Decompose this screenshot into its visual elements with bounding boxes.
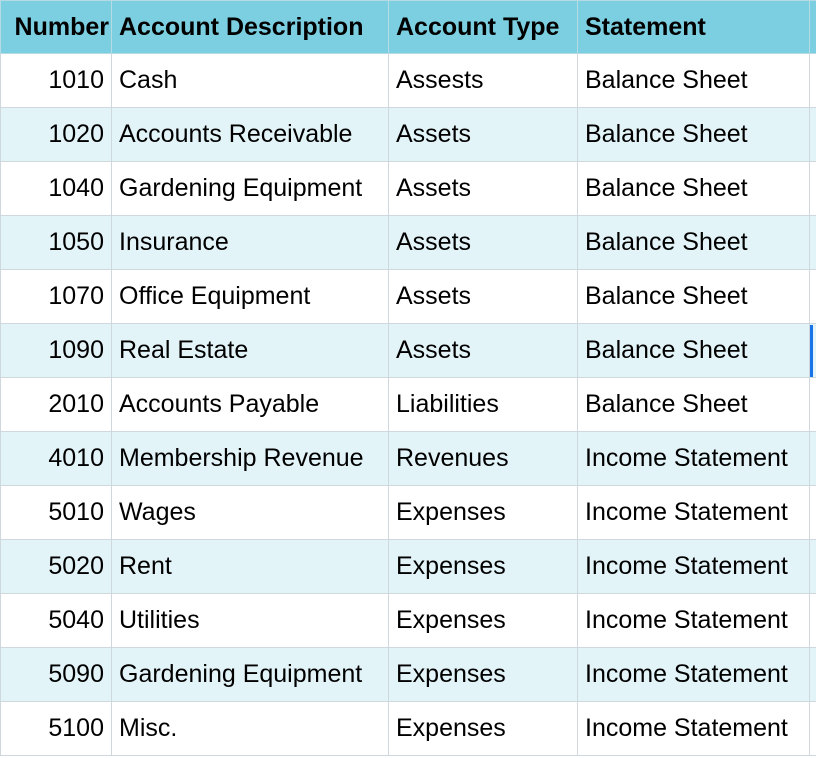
table-row bbox=[1, 216, 816, 270]
table-row bbox=[1, 324, 816, 378]
cell-account-type[interactable]: Assests bbox=[389, 54, 578, 108]
cell-statement[interactable]: Balance Sheet bbox=[578, 54, 810, 108]
cell-number[interactable]: 1090 bbox=[1, 324, 112, 378]
cell-account-description[interactable]: Accounts Payable bbox=[112, 378, 389, 432]
cell-statement[interactable]: Balance Sheet bbox=[578, 378, 810, 432]
table-row bbox=[1, 108, 816, 162]
cell-empty[interactable] bbox=[810, 216, 816, 270]
cell-empty[interactable] bbox=[810, 486, 816, 540]
cell-number[interactable]: 1040 bbox=[1, 162, 112, 216]
cell-empty[interactable] bbox=[810, 432, 816, 486]
cell-empty[interactable] bbox=[810, 594, 816, 648]
cell-account-description[interactable]: Accounts Receivable bbox=[112, 108, 389, 162]
cell-empty[interactable] bbox=[810, 162, 816, 216]
cell-account-description[interactable]: Misc. bbox=[112, 702, 389, 756]
cell-account-type[interactable]: Assets bbox=[389, 216, 578, 270]
cell-account-type[interactable]: Assets bbox=[389, 162, 578, 216]
table-row bbox=[1, 270, 816, 324]
cell-empty[interactable] bbox=[810, 108, 816, 162]
cell-empty[interactable] bbox=[810, 54, 816, 108]
cell-account-description[interactable]: Rent bbox=[112, 540, 389, 594]
cell-empty[interactable] bbox=[810, 270, 816, 324]
cell-number[interactable]: 2010 bbox=[1, 378, 112, 432]
cell-number[interactable]: 1010 bbox=[1, 54, 112, 108]
table-row bbox=[1, 378, 816, 432]
cell-number[interactable]: 1070 bbox=[1, 270, 112, 324]
cell-empty[interactable] bbox=[810, 648, 816, 702]
header-cell-empty[interactable] bbox=[810, 1, 816, 54]
cell-statement[interactable]: Income Statement bbox=[578, 486, 810, 540]
header-row bbox=[1, 1, 816, 54]
cell-account-type[interactable]: Assets bbox=[389, 324, 578, 378]
cell-account-type[interactable]: Assets bbox=[389, 108, 578, 162]
cell-account-description[interactable]: Insurance bbox=[112, 216, 389, 270]
cell-number[interactable]: 1050 bbox=[1, 216, 112, 270]
cell-account-description[interactable]: Real Estate bbox=[112, 324, 389, 378]
cell-account-description[interactable]: Membership Revenue bbox=[112, 432, 389, 486]
table-row bbox=[1, 432, 816, 486]
cell-statement[interactable]: Balance Sheet bbox=[578, 324, 810, 378]
cell-statement[interactable]: Income Statement bbox=[578, 648, 810, 702]
cell-account-description[interactable]: Wages bbox=[112, 486, 389, 540]
cell-empty[interactable] bbox=[810, 702, 816, 756]
table-row bbox=[1, 486, 816, 540]
cell-account-description[interactable]: Gardening Equipment bbox=[112, 648, 389, 702]
table-row bbox=[1, 162, 816, 216]
cell-account-type[interactable]: Liabilities bbox=[389, 378, 578, 432]
cell-statement[interactable]: Balance Sheet bbox=[578, 270, 810, 324]
cell-number[interactable]: 5090 bbox=[1, 648, 112, 702]
cell-account-type[interactable]: Expenses bbox=[389, 486, 578, 540]
header-cell-account-type[interactable]: Account Type bbox=[389, 1, 578, 54]
table-row bbox=[1, 594, 816, 648]
cell-statement[interactable]: Balance Sheet bbox=[578, 108, 810, 162]
header-cell-number[interactable]: Number bbox=[1, 1, 112, 54]
cell-account-type[interactable]: Revenues bbox=[389, 432, 578, 486]
cell-statement[interactable]: Income Statement bbox=[578, 540, 810, 594]
cell-empty[interactable] bbox=[810, 540, 816, 594]
cell-statement[interactable]: Balance Sheet bbox=[578, 216, 810, 270]
cell-account-description[interactable]: Gardening Equipment bbox=[112, 162, 389, 216]
cell-account-type[interactable]: Expenses bbox=[389, 594, 578, 648]
header-cell-account-description[interactable]: Account Description bbox=[112, 1, 389, 54]
cell-account-type[interactable]: Expenses bbox=[389, 702, 578, 756]
cell-account-description[interactable]: Office Equipment bbox=[112, 270, 389, 324]
table-row bbox=[1, 54, 816, 108]
cell-number[interactable]: 5010 bbox=[1, 486, 112, 540]
cell-account-description[interactable]: Utilities bbox=[112, 594, 389, 648]
table-row bbox=[1, 540, 816, 594]
cell-number[interactable]: 4010 bbox=[1, 432, 112, 486]
cell-empty[interactable] bbox=[810, 378, 816, 432]
cell-statement[interactable]: Income Statement bbox=[578, 432, 810, 486]
cell-account-type[interactable]: Expenses bbox=[389, 540, 578, 594]
cell-number[interactable]: 1020 bbox=[1, 108, 112, 162]
cell-statement[interactable]: Balance Sheet bbox=[578, 162, 810, 216]
cell-number[interactable]: 5040 bbox=[1, 594, 112, 648]
cell-number[interactable]: 5020 bbox=[1, 540, 112, 594]
cell-account-type[interactable]: Expenses bbox=[389, 648, 578, 702]
cell-statement[interactable]: Income Statement bbox=[578, 702, 810, 756]
cell-statement[interactable]: Income Statement bbox=[578, 594, 810, 648]
cell-number[interactable]: 5100 bbox=[1, 702, 112, 756]
table-row bbox=[1, 702, 816, 756]
table-body bbox=[1, 54, 816, 756]
cell-account-description[interactable]: Cash bbox=[112, 54, 389, 108]
table-row bbox=[1, 648, 816, 702]
active-cell-selection-edge bbox=[810, 325, 813, 377]
header-cell-statement[interactable]: Statement bbox=[578, 1, 810, 54]
cell-account-type[interactable]: Assets bbox=[389, 270, 578, 324]
